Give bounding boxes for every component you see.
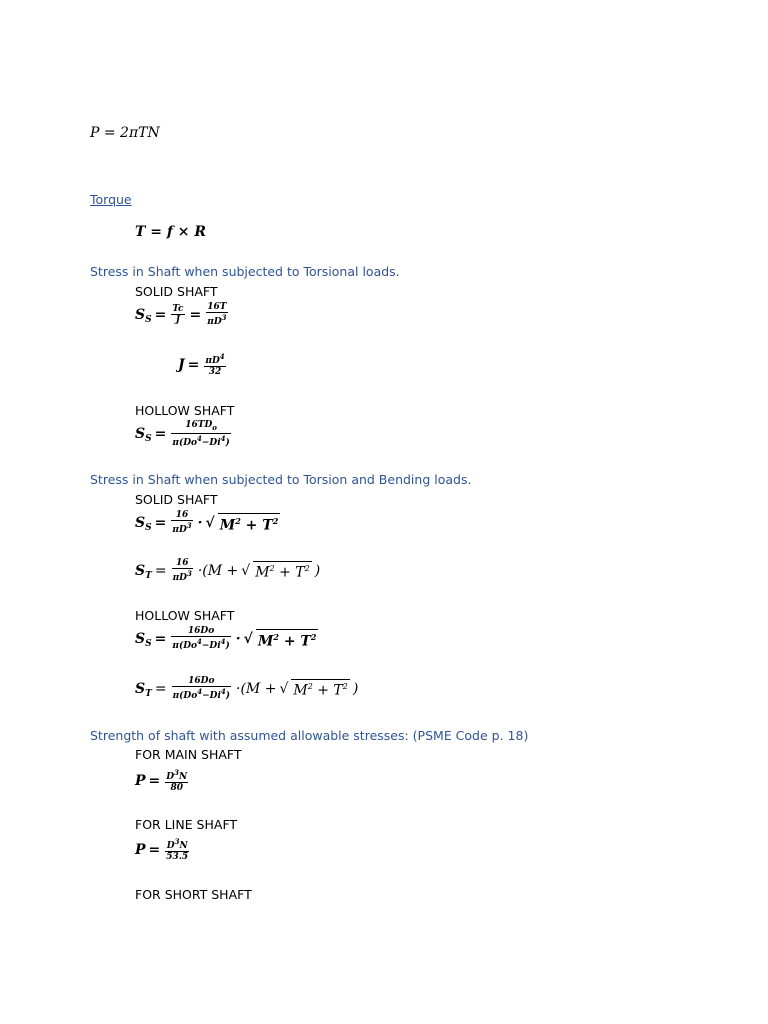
combined-heading: Stress in Shaft when subjected to Torsion and Bending loads. xyxy=(90,472,472,487)
ss-hollow-torsion-formula: $S_S$ = $\frac{16TD_o}{\pi(Do^4-Di^4)}$ xyxy=(135,420,230,448)
ss-solid-torsion-formula: $S_S$ = $\frac{Tc}{J}$ = $\frac{16T}{\pi D^3}$ xyxy=(135,302,227,327)
main-shaft-label: FOR MAIN SHAFT xyxy=(135,747,242,762)
ss-hollow-combined-formula: $S_S$ = $\frac{16Do}{\pi(Do^4-Di^4)}$ · √ $M^2 + T^2$ xyxy=(135,626,317,651)
torsional-heading: Stress in Shaft when subjected to Torsional loads. xyxy=(90,264,400,279)
line-shaft-label: FOR LINE SHAFT xyxy=(135,817,238,832)
strength-heading: Strength of shaft with assumed allowable stresses: (PSME Code p. 18) xyxy=(90,728,529,743)
hollow-shaft-label-1: HOLLOW SHAFT xyxy=(135,403,235,418)
st-solid-combined-formula: $S_T$ = $\frac{16}{\pi D^3}$ ·(M + √ $M^2 + T^2$ ) xyxy=(135,558,321,583)
main-shaft-formula: P = $\frac{D^3N}{80}$ xyxy=(135,768,188,793)
ss-solid-combined-formula: $S_S$ = $\frac{16}{\pi D^3}$ · √ $M^2 + T^2$ xyxy=(135,510,279,535)
torque-heading: Torque xyxy=(90,192,132,207)
line-shaft-formula: P = $\frac{D^3N}{53.5}$ xyxy=(135,837,189,862)
power-formula: P = 2πTN xyxy=(90,125,160,141)
solid-shaft-label-1: SOLID SHAFT xyxy=(135,284,218,299)
solid-shaft-label-2: SOLID SHAFT xyxy=(135,492,218,507)
torque-formula: T = f × R xyxy=(135,224,207,240)
st-hollow-combined-formula: $S_T$ = $\frac{16Do}{\pi(Do^4-Di^4)}$ ·(M + √ $M^2 + T^2$ ) xyxy=(135,676,359,701)
short-shaft-label: FOR SHORT SHAFT xyxy=(135,887,252,902)
hollow-shaft-label-2: HOLLOW SHAFT xyxy=(135,608,235,623)
polar-moment-formula: J = $\frac{\pi D^4}{32}$ xyxy=(178,352,225,377)
